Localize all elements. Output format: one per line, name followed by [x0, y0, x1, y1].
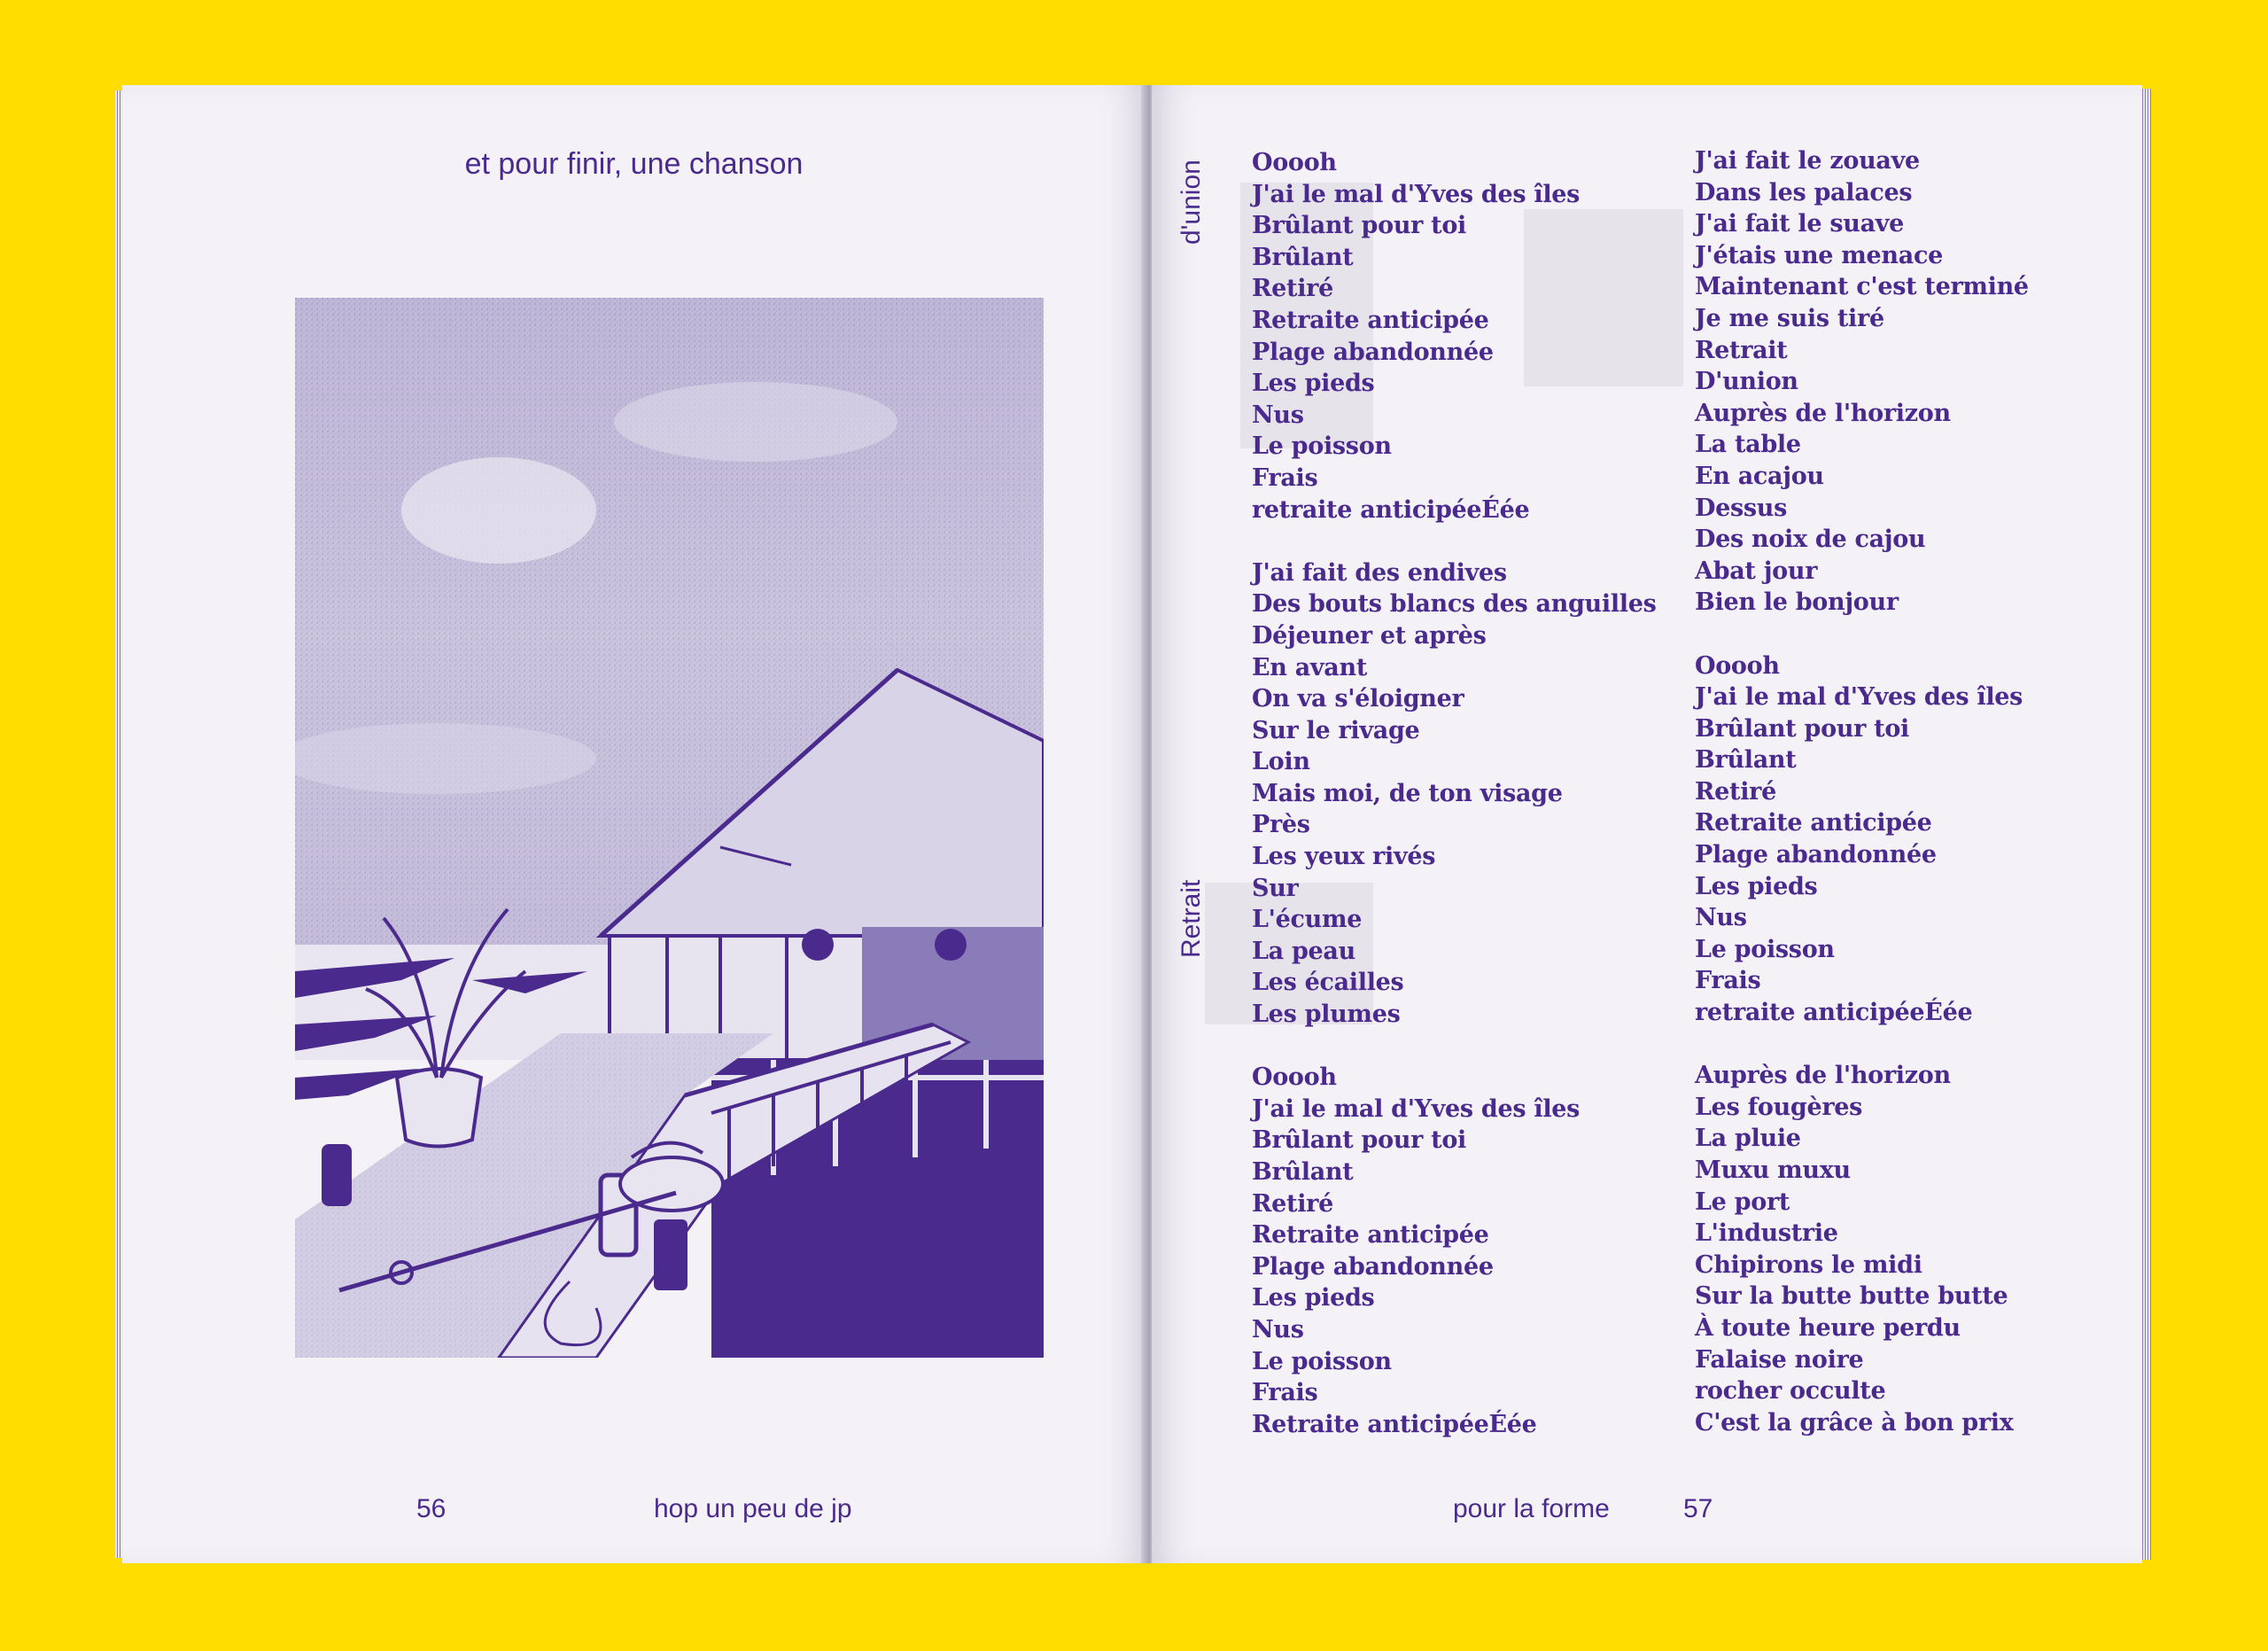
poem-column-right: [1695, 145, 2029, 1470]
poem-line: Retiré: [1252, 1189, 1333, 1218]
poem-line: C'est la grâce à bon prix: [1695, 1408, 2014, 1437]
poem-line: Frais: [1252, 463, 1318, 492]
poem-line: Déjeuner et après: [1252, 621, 1487, 650]
poem-line: Maintenant c'est terminé: [1695, 273, 2029, 301]
poem-line: Muxu muxu: [1695, 1156, 1851, 1184]
right-page: [1152, 85, 2142, 1563]
poem-line: J'ai fait le suave: [1695, 210, 1905, 238]
poem-stanza: [1695, 1060, 2029, 1438]
poem-line: Brûlant: [1252, 1158, 1354, 1186]
poem-stanza: [1695, 650, 2029, 1029]
poem-line: Chipirons le midi: [1695, 1250, 1922, 1279]
poem-line: Abat jour: [1695, 557, 1818, 585]
poem-line: J'ai le mal d'Yves des îles: [1252, 180, 1581, 208]
poem-line: Des noix de cajou: [1695, 526, 1926, 554]
poem-line: Retiré: [1252, 275, 1333, 303]
poem-line: Brûlant pour toi: [1252, 212, 1467, 240]
poem-line: Le poisson: [1695, 935, 1835, 963]
poem-line: D'union: [1695, 368, 1798, 396]
poem-line: rocher occulte: [1695, 1377, 1886, 1406]
poem-line: La pluie: [1695, 1125, 1801, 1153]
poem-line: Loin: [1252, 748, 1310, 776]
poem-line: Le poisson: [1252, 1347, 1392, 1375]
poem-line: Retraite anticipée: [1252, 1221, 1489, 1250]
poem-line: Falaise noire: [1695, 1345, 1864, 1374]
poem-line: Les pieds: [1252, 370, 1375, 398]
poem-line: La table: [1695, 431, 1801, 459]
poem-line: Brûlant pour toi: [1252, 1126, 1467, 1155]
poem-line: Des bouts blancs des anguilles: [1252, 590, 1657, 619]
book-spread: [122, 85, 2142, 1563]
poem-line: Frais: [1695, 967, 1761, 995]
poem-line: Auprès de l'horizon: [1695, 1062, 1951, 1090]
poem-line: J'ai le mal d'Yves des îles: [1695, 683, 2023, 712]
poem-line: Je me suis tiré: [1695, 304, 1884, 332]
poem-line: Sur la butte butte butte: [1695, 1282, 2008, 1311]
poem-line: Mais moi, de ton visage: [1252, 779, 1563, 807]
poem-line: Retrait: [1695, 336, 1788, 364]
poem-line: Les plumes: [1252, 1001, 1401, 1029]
poem-line: Sur: [1252, 874, 1299, 902]
poem-line: Près: [1252, 811, 1310, 839]
poem-line: Brûlant: [1695, 746, 1797, 775]
poem-line: Plage abandonnée: [1695, 841, 1937, 869]
poem-line: Dessus: [1695, 494, 1788, 522]
poem-line: retraite anticipéeÉée: [1252, 495, 1530, 524]
poem-line: Le port: [1695, 1188, 1790, 1216]
poem-line: Brûlant: [1252, 243, 1354, 271]
poem-line: Ooooh: [1695, 651, 1780, 680]
poem-line: Retraite anticipée: [1695, 809, 1932, 837]
poem-column-left: [1252, 147, 1657, 1472]
poem-line: Nus: [1695, 904, 1747, 932]
poem-line: Nus: [1252, 1315, 1304, 1343]
poem-line: J'ai le mal d'Yves des îles: [1252, 1094, 1581, 1123]
poem-line: À toute heure perdu: [1695, 1313, 1961, 1342]
running-title-right: pour la forme: [1453, 1494, 1610, 1523]
left-page: [122, 85, 1146, 1563]
poem-line: Ooooh: [1252, 1063, 1337, 1092]
poem-line: Retiré: [1695, 777, 1776, 806]
poem-line: L'industrie: [1695, 1219, 1838, 1248]
page-number-right: 57: [1683, 1494, 1713, 1523]
side-label-bottom: Retrait: [1177, 879, 1206, 958]
poem-line: Bien le bonjour: [1695, 588, 1899, 617]
poem-line: En acajou: [1695, 462, 1824, 490]
poem-line: Les pieds: [1695, 872, 1818, 900]
poem-line: retraite anticipéeÉée: [1695, 999, 1973, 1027]
poem-line: Sur le rivage: [1252, 716, 1420, 744]
poem-line: Dans les palaces: [1695, 178, 1913, 206]
poem-line: Retraite anticipée: [1252, 306, 1489, 334]
poem-line: Ooooh: [1252, 149, 1337, 176]
side-label-top: d'union: [1177, 160, 1206, 245]
page-heading: et pour finir, une chanson: [464, 147, 804, 181]
poem-stanza: [1252, 557, 1657, 1031]
poem-line: Les fougères: [1695, 1093, 1863, 1121]
poem-line: L'écume: [1252, 906, 1363, 934]
poem-line: Nus: [1252, 401, 1304, 429]
poem-line: Les yeux rivés: [1252, 843, 1436, 871]
poem-stanza: [1252, 147, 1657, 526]
pier-illustration: [295, 298, 1044, 1358]
poem-line: Retraite anticipéeÉée: [1252, 1410, 1537, 1438]
poem-stanza: [1252, 1062, 1657, 1440]
poem-line: Brûlant pour toi: [1695, 714, 1910, 743]
poem-line: J'ai fait des endives: [1252, 558, 1507, 587]
poem-line: Les écailles: [1252, 969, 1404, 997]
poem-line: Le poisson: [1252, 432, 1392, 461]
poem-line: On va s'éloigner: [1252, 685, 1464, 713]
poem-line: Plage abandonnée: [1252, 338, 1494, 366]
poem-line: Plage abandonnée: [1252, 1252, 1494, 1281]
poem-line: J'ai fait le zouave: [1695, 147, 1920, 175]
poem-stanza: [1695, 145, 2029, 619]
poem-line: Auprès de l'horizon: [1695, 399, 1951, 427]
page-number-left: 56: [416, 1494, 447, 1523]
running-title-left: hop un peu de jp: [654, 1494, 852, 1523]
poem-line: Frais: [1252, 1379, 1318, 1407]
poem-line: La peau: [1252, 937, 1355, 965]
poem-line: Les pieds: [1252, 1284, 1375, 1312]
poem-line: J'étais une menace: [1695, 241, 1943, 269]
poem-line: En avant: [1252, 653, 1367, 681]
